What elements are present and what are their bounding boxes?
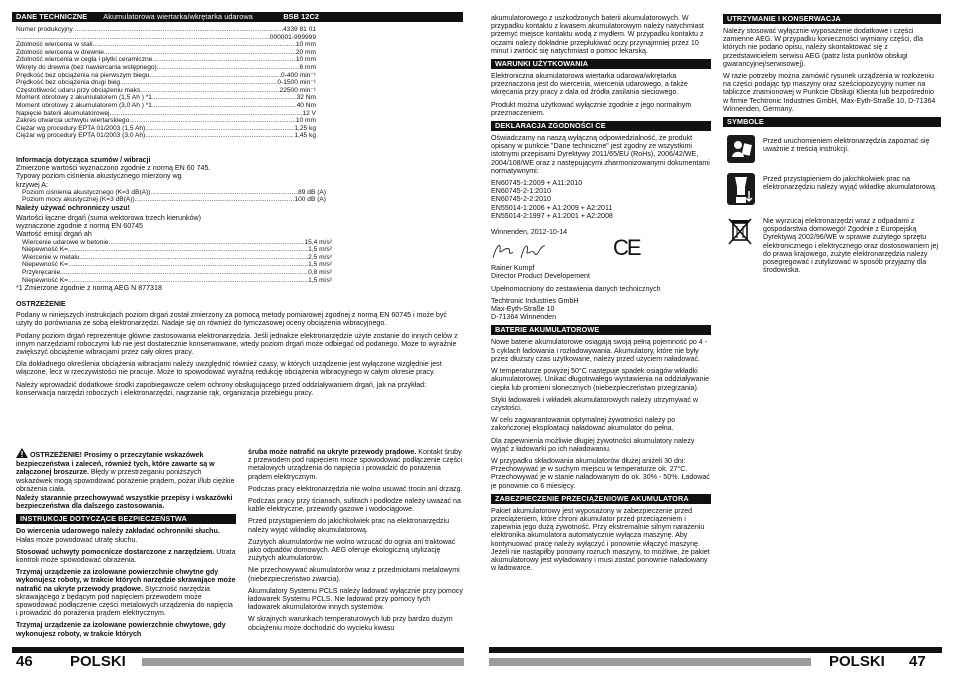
safety-keep: Należy starannie przechowywać wszystkie przepisy i wskazówki bezpieczeństwa dla dalszego zastosowania. — [16, 494, 233, 511]
spec-leader — [16, 34, 264, 42]
battery-p6: W przypadku składowania akumulatorów dłużej aniżeli 30 dni: Przechowywać je w suchym miejscu w temperaturze ok. 27°C. Przechowywać je w stanie naładowanym do ok. 30% - 50%. Ładować je ponownie co 6 miesięcy. — [491, 456, 710, 490]
use-header: WARUNKI UŻYTKOWANIA — [491, 59, 711, 69]
left-footer-grey — [142, 658, 464, 666]
vibration-leader — [60, 269, 308, 277]
battery-header: BATERIE AKUMULATOROWE — [491, 325, 711, 335]
safety-warning — [16, 448, 236, 493]
spec-leader — [145, 125, 294, 133]
safety-item-2-bold: Stosować uchwyty pomocnicze dostarczone z narzędziem. — [16, 547, 215, 556]
vibration-label: Niepewność K= — [22, 246, 68, 254]
safety-warning-lead: OSTRZEŻENIE! Prosimy o przeczytanie wskazówek bezpieczeństwa i zaleceń, również tych, które zawarte są w załączonej broszurze. — [16, 451, 215, 477]
right-language-label: POLSKI — [829, 653, 885, 670]
vibration-leader — [109, 239, 305, 247]
noise-value: 100 dB (A) — [294, 196, 326, 204]
warning-p1: Podany w niniejszych instrukcjach poziom drgań został zmierzony za pomocą metody pomiarowej zgodnej z normą EN 60745 i może być użyty do porównania ze sobą elektronarzędzi. Nadaje się on również do tymczasowej oceny obciążenia wibracyjnego. — [16, 311, 447, 328]
symbol-row-battery — [723, 173, 941, 205]
crossed-bin-icon — [727, 217, 755, 274]
vib-line1: Wartości łączne drgań (suma wektorowa trzech kierunków) — [16, 214, 202, 222]
safety2-item-0-bold: śruba może natrafić na ukryte przewody prądowe. — [248, 448, 417, 456]
maintenance-header: UTRZYMANIE I KONSERWACJA — [723, 14, 941, 24]
signer-name: Rainer Kumpf — [491, 264, 535, 273]
safety-item-3-text: Styczność narzędzia skrawającego z będącym pod napięciem przewodem może spowodować podłączenie części metalowych urządzenia do napięcia i prowadzić do porażenia prądem elektrycznym. — [16, 584, 233, 618]
use-p2: Produkt można użytkować wyłącznie zgodnie z jego normalnym przeznaczeniem. — [491, 100, 692, 117]
right-column-1 — [491, 14, 711, 576]
spec-row — [16, 132, 316, 140]
safety-section-header: INSTRUKCJE DOTYCZĄCE BEZPIECZEŃSTWA — [16, 514, 236, 524]
spec-header-model: BSB 12C2 — [283, 12, 319, 21]
spec-label: Moment obrotowy z akumulatorem (1,5 Ah ) *1 — [16, 94, 152, 102]
vibration-leader — [81, 254, 308, 262]
battery-p1: Nowe baterie akumulatorowe osiągają swoją pełną pojemność po 4 - 5 cyklach ładowania i rozładowywania. Akumulatory, które nie były przez dłuższy czas użytkowane, należy przed użyciem naładować. — [491, 338, 708, 363]
spec-row — [16, 102, 316, 110]
signer-role: Director Product Developement — [491, 272, 590, 281]
vibration-row — [22, 269, 332, 277]
vibration-label: Przykręcanie — [22, 268, 61, 276]
spec-row — [16, 49, 316, 57]
spec-leader — [104, 49, 296, 57]
safety-item-1 — [16, 527, 236, 543]
noise-row — [22, 196, 326, 204]
safety2-item-1: Podczas pracy elektronarzędzia nie wolno usuwać trocin ani drzazg. — [248, 484, 463, 493]
noise-block — [16, 156, 326, 212]
spec-value: 10 mm — [295, 56, 316, 64]
vibration-label: Wiercenie w metalu. — [22, 253, 82, 261]
vibration-leader — [68, 261, 308, 269]
spec-table — [16, 26, 316, 140]
spec-row — [16, 110, 316, 118]
spec-row — [16, 56, 316, 64]
spec-row — [16, 125, 316, 133]
noise-ear: Należy używać ochronniczy uszu! — [16, 204, 130, 212]
right-footer-grey — [489, 658, 811, 666]
battery-p2: W temperaturze powyżej 50°C następuje spadek osiągów wkładki akumulatorowej. Unikać długotrwałego wystawienia na oddziaływanie ciepła lub promieni słonecznych (niebezpieczeństwo przegrzania). — [491, 367, 710, 392]
spec-row — [16, 117, 316, 125]
company-line: Techtronic Industries GmbH — [491, 296, 579, 305]
spec-value: 12 V — [302, 109, 316, 117]
warning-block — [16, 300, 462, 401]
vibration-row — [22, 254, 332, 262]
declaration-header: DEKLARACJA ZGODNOŚCI CE — [491, 121, 711, 131]
spec-leader — [157, 64, 300, 72]
spec-leader — [152, 102, 297, 110]
right-column-2 — [723, 14, 941, 274]
safety2-item-3: Przed przystąpieniem do jakichkolwiek prac na elektronarzędziu należy wyjąć wkładkę akumulatorową. — [248, 517, 450, 534]
noise-value: 89 dB (A) — [298, 188, 326, 196]
spec-label: Ciężar wg procedury EPTA 01/2003 (3,0 Ah) — [16, 132, 146, 140]
noise-label: Poziom ciśnienia akustycznego (K=3 dB(A)) — [22, 188, 151, 196]
spec-leader — [120, 79, 277, 87]
signature-image — [491, 240, 561, 262]
vibration-label: Niepewność K= — [22, 261, 68, 269]
noise-title: Informacja dotycząca szumów / wibracji — [16, 156, 151, 164]
vibration-label: Wiercenie udarowe w betonie — [22, 238, 109, 246]
spec-value: 0-400 min⁻¹ — [281, 71, 316, 79]
spec-label: Napięcie baterii akumulatorowej — [16, 109, 110, 117]
ce-mark: CE — [613, 235, 640, 261]
spec-label: Numer produkcyjny — [16, 26, 73, 33]
spec-row — [16, 72, 316, 80]
spec-label: Częstotliwość udaru przy obciążeniu maks. — [16, 86, 143, 94]
spec-value: 4339 81 01 — [282, 26, 316, 33]
warning-p3: Dla dokładnego określenia obciążenia wibracjami należy uwzględnić również czasy, w których urządzenie jest wyłączone względnie jest włączone, lecz w rzeczywistości nie pracuje. Może to spowodować wyraźną redukcję obciążenia wibracyjnego w całym okresie pracy. — [16, 360, 442, 377]
spec-value: 40 Nm — [296, 101, 316, 109]
vibration-value: 1,5 m/s² — [308, 276, 332, 284]
noise-line3: krzywej A: — [16, 180, 48, 189]
warning-p4: Należy wprowadzić dodatkowe środki zapobiegawcze celem ochrony obsługującego przed oddziaływaniem drgań, jak na przykład: konserwacja narzędzi roboczych i elektronarzędzi, nagrzanie rąk, organizacja przebiegu pracy. — [16, 380, 427, 397]
vibration-value: 2,5 m/s² — [308, 253, 332, 261]
vibration-row — [22, 246, 332, 254]
spec-leader — [93, 41, 296, 49]
spec-value: 10 mm — [295, 117, 316, 125]
maintenance-p1: Należy stosować wyłącznie wyposażenie dodatkowe i części zamienne AEG. W przypadku konieczności wymiany części, dla których nie podano opisu, należy skontaktować się z przedstawicielem serwisu AEG (patrz lista punktów obsługi gwarancyjnej/serwisowej). — [723, 27, 923, 68]
safety2-item-4: Zużytych akumulatorów nie wolno wrzucać do ognia ani traktować jako odpadów domowych. AEG oferuje ekologiczną utylizację zużytych akumulatorów. — [248, 537, 456, 563]
spec-header-section: DANE TECHNICZNE — [16, 12, 88, 21]
battery-p4: W celu zagwarantowania optymalnej żywotności należy po zakończonej eksploatacji naładować akumulator do pełna. — [491, 416, 676, 433]
overload-header: ZABEZPIECZENIE PRZECIĄŻENIOWE AKUMULATORA — [491, 494, 711, 504]
spec-value: 22500 min⁻¹ — [279, 86, 316, 94]
spec-label: Prędkość bez obciążenia na pierwszym biegu — [16, 71, 150, 79]
safety-item-3-bold: Trzymaj urządzenie za izolowane powierzchnie chwytne gdy wykonujesz roboty, w trakcie których narzędzie skrawające może natrafić na ukryte przewody prądowe. — [16, 568, 236, 593]
battery-p5: Dla zapewnienia możliwie długiej żywotności akumulatory należy wyjąć z ładowarki po ich naładowaniu. — [491, 436, 695, 453]
noise-leader — [150, 189, 298, 197]
vibration-leader — [68, 277, 308, 285]
warning-title: OSTRZEŻENIE — [16, 300, 66, 308]
vibration-label: Niepewność K= — [22, 276, 68, 284]
spec-value: 6 mm — [299, 63, 316, 71]
safety-item-4: Trzymaj urządzenie za izolowane powierzchnie chwytowe, gdy wykonujesz roboty, w trakcie których — [16, 621, 226, 638]
signer-authorization: Upełnomocniony do zestawienia danych technicznych — [491, 284, 661, 293]
use-p1: Elektroniczna akumulatorowa wiertarka udarowa/wkrętarka przeznaczona jest do wiercenia, wiercenia udarowego, a także wkręcania przy pracy z dala od źródła zasilania sieciowego. — [491, 72, 688, 97]
left-language-label: POLSKI — [70, 653, 126, 670]
noise-label: Poziom mocy akustycznej (K=3 dB(A)) — [22, 196, 135, 204]
company-line: Max-Eyth-Straße 10 — [491, 305, 555, 314]
declaration-text: Oświadczamy na naszą wyłączną odpowiedzialność, że produkt opisany w punkcie "Dane techniczne" jest zgodny ze wszystkimi istotnymi przepisami Dyrektywy 2011/65/EU (RoHs), 2006/42/WE, 2004/108/WE oraz z następującymi zharmonizowanymi dokumentami normatywnymi: — [491, 134, 710, 175]
noise-row — [22, 189, 326, 197]
right-footer — [489, 647, 942, 669]
spec-leader — [149, 72, 281, 80]
left-page-number: 46 — [16, 653, 33, 670]
company-address — [491, 297, 711, 322]
company-line: D-71364 Winnenden — [491, 313, 557, 322]
safety2-item-0-text: Kontakt śruby z przewodem pod napięciem może spowodować podłączenie części metalowych urządzenia do napięcia i prowadzić do porażenia prądem elektrycznym. — [248, 448, 463, 481]
safety2-item-2: Podczas pracy przy ścianach, sufitach i podłodze należy uważać na kable elektryczne, przewody gazowe i wodociągowe. — [248, 497, 461, 514]
safety2-item-0 — [248, 448, 463, 481]
safety2-item-6: Akumulatory Systemu PCLS należy ładować wyłącznie przy pomocy ładowarek Systemu PCLS. Nie ładować przy pomocy tych ładowarek akumulatorów innych systemów. — [248, 586, 463, 612]
safety-warning-rest: Błędy w przestrzeganiu poniższych wskazówek mogą spowodować porażenie prądem, pożar i/lub ciężkie obrażenia ciała. — [16, 468, 235, 493]
vibration-row — [22, 277, 332, 285]
norm-item: EN55014-2:1997 + A1:2001 + A2:2008 — [491, 211, 613, 220]
noise-leader — [135, 196, 295, 204]
vibration-row — [22, 261, 332, 269]
overload-text: Pakiet akumulatorowy jest wyposażony w zabezpieczenie przed przeciążeniem, które chroni akumulator przed przeciążeniem i zapewnia jego dużą żywotność. Przy ekstremalnie silnym narażeniu elektronika akumulatora automatycznie wyłącza maszynę. Aby kontynuować pracę należy wyłączyć i ponownie włączyć maszynę. Jeżeli nie nastąpiłby ponowny rozruch maszyny, to możliwe, że pakiet akumulatorowy jest wyładowany i musi zostać ponownie naładowany w ładowarce. — [491, 506, 710, 573]
spec-value: 1,45 kg — [294, 132, 316, 140]
left-footer — [12, 647, 464, 669]
norm-item: EN60745-2-1:2010 — [491, 187, 551, 196]
signature-area — [491, 235, 711, 264]
spec-leader — [142, 87, 279, 95]
symbol-row-disposal — [723, 217, 941, 274]
spec-leader — [109, 110, 302, 118]
warning-p2: Podany poziom drgań reprezentuje główne zastosowania elektronarzędzia. Jeśli jednakże elektronarzędzie użyte zostanie do innych celów z innym narzędziami roboczymi lub nie jest dostatecznie konserwowane, wtedy poziom drgań może odbiegać od podanego. Może to wyraźnie zwiększyć obciążenie wibracjami przez cały okres pracy. — [16, 331, 458, 357]
symbol-battery-text: Przed przystąpieniem do jakichkolwiek prac na elektronarzędziu należy wyjąć wkładkę akumulatorową. — [763, 175, 937, 192]
acid-intro: akumulatorowego z uszkodzonych baterii akumulatorowych. W przypadku kontaktu z kwasem akumulatorowym należy natychmiast przemyć miejsce kontaktu wodą z mydłem. W przypadku kontaktu z oczami należy dokładnie przepłukiwać oczy przynajmniej przez 10 minut i zwrócić się natychmiast o pomoc lekarską. — [491, 14, 704, 55]
vibration-leader — [68, 246, 308, 254]
vib-footnote: *1 Zmierzone zgodnie z normą AEG N 877318 — [16, 284, 162, 293]
vibration-block — [16, 214, 332, 292]
spec-row — [16, 94, 316, 102]
spec-header-product: Akumulatorowa wiertarka/wkrętarka udarowa — [103, 12, 253, 21]
vib-line2: wyznaczone zgodnie z normą EN 60745 — [16, 222, 143, 231]
spec-leader — [145, 132, 294, 140]
symbol-manual-text: Przed uruchomieniem elektronarzędzia zapoznać się uważnie z treścią instrukcji. — [763, 137, 930, 154]
spec-value: 32 Nm — [296, 94, 316, 102]
safety-column — [16, 448, 236, 642]
spec-label: Ciężar wg procedury EPTA 01/2003 (1,5 Ah) — [16, 124, 146, 132]
spec-label: Zdolność wiercenia w cegła i płytki ceramiczne — [16, 56, 153, 64]
spec-row — [16, 64, 316, 72]
spec-label: Zdolność wiercenia w drewnie — [16, 48, 104, 56]
noise-line2: Typowy poziom ciśnienia akustycznego mierzony wg — [16, 172, 182, 181]
maintenance-p2: W razie potrzeby można zamówić rysunek urządzenia w rozłożeniu na części podając typ maszyny oraz sześciopozycyjny numer na tabliczce znamionowej w Punkcie Obsługi Klienta lub bezpośrednio w firmie Techtronic Industries GmbH, Max-Eyth-Straße 10, D-71364 Winnenden, Germany. — [723, 72, 936, 113]
safety2-item-7: W skrajnych warunkach temperaturowych lub przy bardzo dużym obciążeniu może dochodzić do wycieku kwasu — [248, 615, 453, 632]
safety-item-3 — [16, 568, 236, 617]
spec-value: 0-1500 min⁻¹ — [277, 79, 316, 87]
safety2-item-5: Nie przechowywać akumulatorów wraz z przedmiotami metalowymi (niebezpieczeństwo zwarcia). — [248, 566, 460, 583]
symbol-disposal-text: Nie wyrzucaj elektronarzędzi wraz z odpadami z gospodarstwa domowego! Zgodnie z Europejską Dyrektywą 2002/96/WE w sprawie zużytego sprzętu elektronicznego i elektrycznego oraz dostosowaniem jej do prawa krajowego, zużyte elektronarzędzia należy posegregować i zutylizować w sposób przyjazny dla środowiska. — [763, 217, 939, 275]
spec-value: ...000001-999999 — [264, 33, 316, 41]
norm-item: EN60745-1:2009 + A11:2010 — [491, 179, 583, 188]
spec-label: Zdolność wiercenia w stali — [16, 41, 93, 49]
symbols-header: SYMBOLE — [723, 117, 941, 127]
norms-list — [491, 179, 711, 220]
norm-item: EN55014-1:2006 + A1:2009 + A2:2011 — [491, 203, 613, 212]
spec-row — [16, 79, 316, 87]
spec-row — [16, 87, 316, 95]
vibration-value: 1,5 m/s² — [308, 261, 332, 269]
spec-label: Moment obrotowy z akumulatorem (3,0 Ah ) *1 — [16, 101, 152, 109]
spec-value: 20 mm — [295, 48, 316, 56]
symbol-row-manual — [723, 135, 941, 163]
vibration-row — [22, 239, 332, 247]
spec-leader — [152, 94, 297, 102]
safety-item-1-bold: Do wiercenia udarowego należy zakładać ochronniki słuchu. — [16, 527, 220, 536]
spec-leader — [129, 117, 296, 125]
read-manual-icon — [727, 135, 755, 163]
spec-row — [16, 41, 316, 49]
spec-label: Prędkość bez obciążenia drugi bieg — [16, 79, 121, 87]
spec-leader — [152, 56, 296, 64]
vib-line3: Wartość emisji drgań ah — [16, 230, 92, 239]
vibration-value: 0,8 m/s² — [308, 268, 332, 276]
right-page-number: 47 — [909, 653, 926, 670]
spec-leader — [73, 26, 283, 34]
safety-item-2-text: Utrata kontroli może spowodować obrażenia. — [16, 547, 236, 565]
noise-line1: Zmierzone wartości wyznaczono zgodnie z normą EN 60 745. — [16, 164, 211, 173]
remove-battery-icon — [727, 173, 755, 205]
spec-value: 1,25 kg — [294, 124, 316, 132]
declaration-date: Winnenden, 2012-10-14 — [491, 228, 568, 237]
safety-item-2 — [16, 548, 236, 564]
battery-p3: Styki ładowarek i wkładek akumulatorowych należy utrzymywać w czystości. — [491, 395, 698, 412]
safety-item-1-text: Hałas może powodować utratę słuchu. — [16, 535, 138, 544]
spec-row — [16, 26, 316, 34]
norm-item: EN60745-2-2:2010 — [491, 195, 551, 204]
spec-label: Wkręty do drewna (bez nawiercania wstępnego) — [16, 63, 157, 71]
spec-value: 10 mm — [295, 41, 316, 49]
spec-row — [16, 34, 316, 42]
spec-label: Zakres otwarcia uchwytu wiertarskiego — [16, 117, 130, 125]
warning-triangle-icon — [16, 448, 28, 460]
spec-header — [12, 12, 463, 22]
vibration-value: 1,5 m/s² — [308, 246, 332, 254]
vibration-value: 15,4 m/s² — [304, 238, 332, 246]
safety-column-2 — [248, 448, 463, 636]
